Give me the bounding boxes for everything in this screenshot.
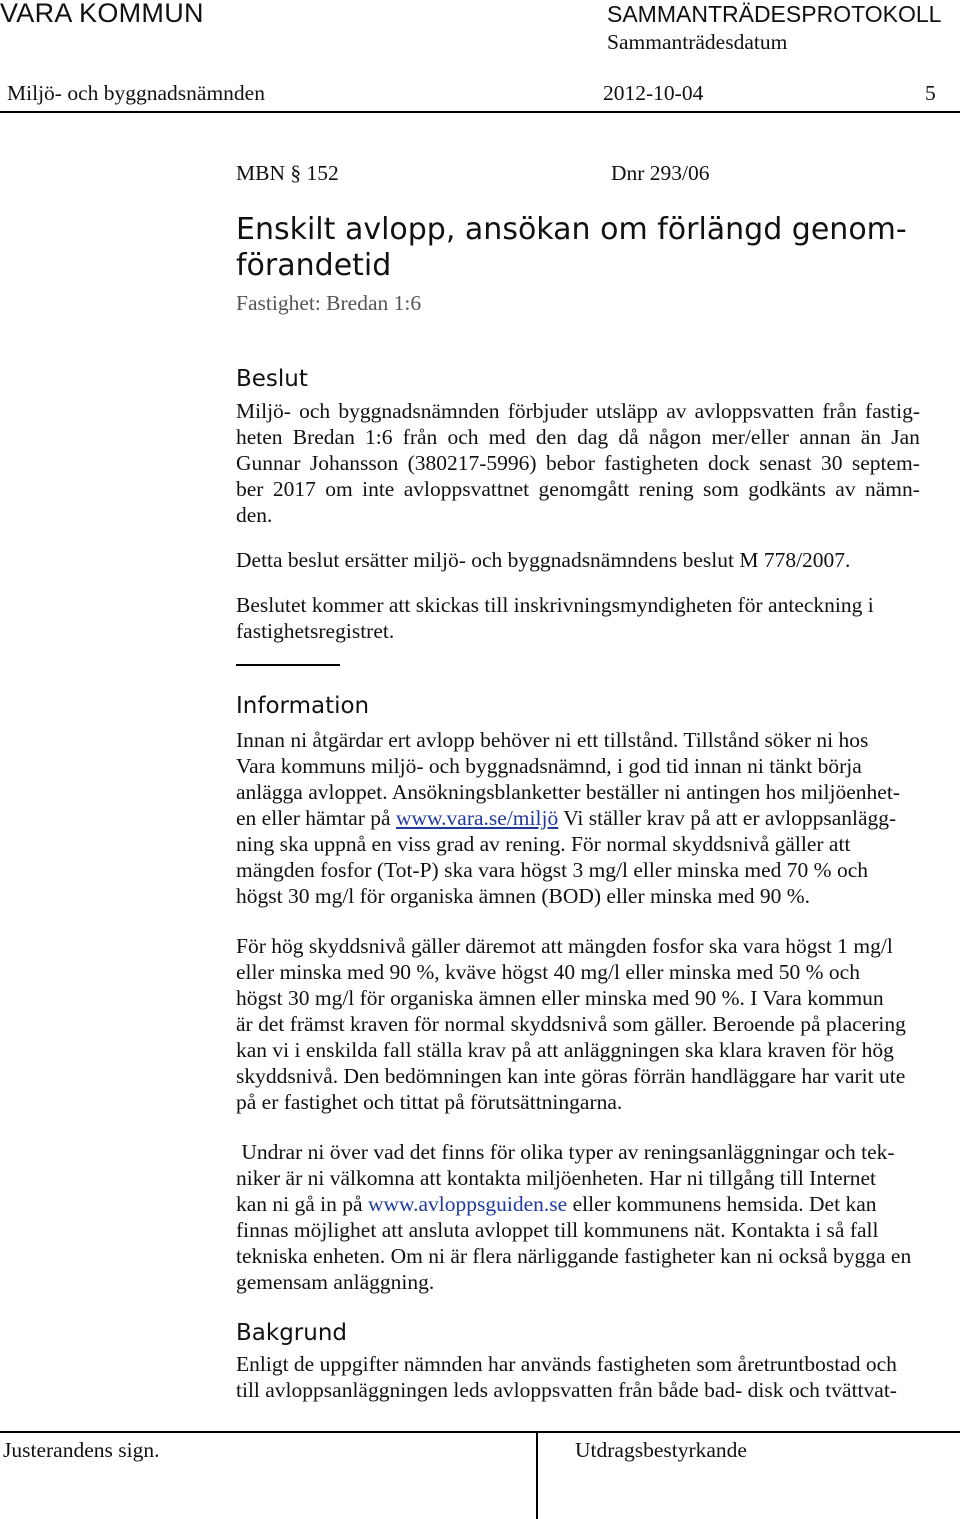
text-line: Vara kommuns miljö- och byggnadsnämnd, i god tid innan ni tänkt börja bbox=[236, 754, 862, 778]
case-number: MBN § 152 bbox=[236, 161, 339, 185]
word: heten bbox=[236, 425, 283, 449]
text-line bbox=[236, 450, 920, 476]
text-line: kan vi i enskilda fall ställa krav på att anläggningen ska klara kraven för hög bbox=[236, 1038, 894, 1062]
text-segment: kan ni gå in på bbox=[236, 1192, 368, 1216]
signature-label: Justerandens sign. bbox=[3, 1438, 160, 1462]
text-line: Innan ni åtgärdar ert avlopp behöver ni ett tillstånd. Tillstånd söker ni hos bbox=[236, 728, 869, 752]
text-line: ning ska uppnå en viss grad av rening. För normal skyddsnivå gäller att bbox=[236, 832, 851, 856]
word: senast bbox=[759, 451, 812, 475]
word: Johansson bbox=[309, 451, 399, 475]
bakgrund-body bbox=[236, 1351, 936, 1403]
paragraph bbox=[236, 398, 920, 528]
paragraph bbox=[236, 1351, 936, 1403]
text-line: tekniska enheten. Om ni är flera närliggande fastigheter kan ni också bygga en bbox=[236, 1244, 912, 1268]
paragraph bbox=[236, 727, 936, 909]
word: Miljö- bbox=[236, 399, 291, 423]
word: 2017 bbox=[272, 477, 316, 501]
text-line: Enligt de uppgifter nämnden har används fastigheten som åretruntbostad och bbox=[236, 1352, 897, 1376]
text-line: på er fastighet och tittat på förutsättningarna. bbox=[236, 1090, 623, 1114]
text-line bbox=[236, 424, 920, 450]
page-title bbox=[236, 212, 907, 284]
word: bebor bbox=[545, 451, 595, 475]
text-line: niker är ni välkomna att kontakta miljöenheten. Har ni tillgång till Internet bbox=[236, 1166, 877, 1190]
word: dag bbox=[577, 425, 609, 449]
word: utsläpp bbox=[595, 399, 659, 423]
registration-number: Dnr 293/06 bbox=[611, 161, 710, 185]
text-line: den. bbox=[236, 503, 273, 527]
header-divider bbox=[0, 111, 960, 113]
property-subtitle: Fastighet: Bredan 1:6 bbox=[236, 291, 422, 315]
text-line: anlägga avloppet. Ansökningsblanketter beställer ni antingen hos miljöenhet- bbox=[236, 780, 900, 804]
text-line: är det främst kraven för normal skyddsnivå som gäller. Beroende på placering bbox=[236, 1012, 906, 1036]
title-line: Enskilt avlopp, ansökan om förlängd genom- bbox=[236, 212, 907, 247]
word: inte bbox=[362, 477, 395, 501]
word: dock bbox=[707, 451, 750, 475]
text-segment: Vi ställer krav på att er avloppsanlägg- bbox=[558, 806, 897, 830]
document-type: SAMMANTRÄDESPROTOKOLL bbox=[607, 1, 942, 27]
footer-column-divider bbox=[536, 1431, 538, 1519]
footer-divider bbox=[0, 1431, 960, 1433]
word: byggnadsnämnden bbox=[338, 399, 500, 423]
word: som bbox=[703, 477, 739, 501]
text-line: Beslutet kommer att skickas till inskrivningsmyndigheten för anteckning i bbox=[236, 593, 874, 617]
text-line: gemensam anläggning. bbox=[236, 1270, 435, 1294]
text-line: till avloppsanläggningen leds avloppsvatten från både bad- disk och tvättvat- bbox=[236, 1378, 897, 1402]
word: annan bbox=[799, 425, 851, 449]
word: 30 bbox=[821, 451, 843, 475]
beslut-body bbox=[236, 398, 920, 644]
text-line: Detta beslut ersätter miljö- och byggnadsnämndens beslut M 778/2007. bbox=[236, 548, 851, 572]
text-line: högst 30 mg/l för organiska ämnen (BOD) eller minska med 90 %. bbox=[236, 884, 811, 908]
word: med bbox=[488, 425, 526, 449]
text-line: högst 30 mg/l för organiska ämnen eller minska med 90 %. I Vara kommun bbox=[236, 986, 884, 1010]
text-segment: eller kommunens hemsida. Det kan bbox=[567, 1192, 877, 1216]
text-line bbox=[236, 805, 936, 831]
word: någon bbox=[648, 425, 702, 449]
text-segment: en eller hämtar på bbox=[236, 806, 396, 830]
meeting-date-label: Sammanträdesdatum bbox=[607, 30, 788, 54]
information-body bbox=[236, 727, 936, 1295]
word: från bbox=[402, 425, 438, 449]
text-line: eller minska med 90 %, kväve högst 40 mg/l eller minska med 50 % och bbox=[236, 960, 860, 984]
word: avloppsvattnet bbox=[403, 477, 530, 501]
committee-name: Miljö- och byggnadsnämnden bbox=[7, 81, 265, 105]
text-line: skyddsnivå. Den bedömningen kan inte göras förrän handläggare har varit ute bbox=[236, 1064, 906, 1088]
word: då bbox=[618, 425, 639, 449]
text-line bbox=[236, 1191, 936, 1217]
word: än bbox=[860, 425, 882, 449]
word: Gunnar bbox=[236, 451, 301, 475]
text-line bbox=[236, 476, 920, 502]
word: av bbox=[835, 477, 856, 501]
section-heading-bakgrund: Bakgrund bbox=[236, 1320, 348, 1346]
paragraph bbox=[236, 1139, 936, 1295]
word: från bbox=[822, 399, 857, 423]
text-line: fastighetsregistret. bbox=[236, 619, 395, 643]
paragraph bbox=[236, 933, 936, 1115]
word: mer/eller bbox=[711, 425, 790, 449]
text-line: mängden fosfor (Tot-P) ska vara högst 3 mg/l eller minska med 70 % och bbox=[236, 858, 869, 882]
paragraph bbox=[236, 592, 920, 644]
section-heading-information: Information bbox=[236, 693, 370, 719]
paragraph bbox=[236, 547, 920, 573]
word: 1:6 bbox=[365, 425, 393, 449]
word: rening bbox=[638, 477, 694, 501]
word: ber bbox=[236, 477, 264, 501]
title-line: förandetid bbox=[236, 248, 392, 283]
word: fastig- bbox=[865, 399, 920, 423]
word: septem- bbox=[851, 451, 920, 475]
meeting-date: 2012-10-04 bbox=[603, 81, 704, 105]
word: fastigheten bbox=[604, 451, 699, 475]
word: och bbox=[299, 399, 331, 423]
word: godkänts bbox=[748, 477, 826, 501]
organization-name: VARA KOMMUN bbox=[0, 0, 204, 28]
word: förbjuder bbox=[507, 399, 588, 423]
certification-label: Utdragsbestyrkande bbox=[575, 1438, 747, 1462]
word: Jan bbox=[891, 425, 920, 449]
word: Bredan bbox=[292, 425, 355, 449]
word: den bbox=[535, 425, 567, 449]
word: nämn- bbox=[864, 477, 920, 501]
web-link[interactable]: www.vara.se/miljö bbox=[395, 806, 559, 830]
section-heading-beslut: Beslut bbox=[236, 366, 308, 392]
word: och bbox=[447, 425, 479, 449]
word: (380217-5996) bbox=[407, 451, 537, 475]
word: av bbox=[666, 399, 687, 423]
word: avloppsvatten bbox=[694, 399, 815, 423]
page-number: 5 bbox=[925, 81, 936, 105]
section-divider bbox=[236, 664, 340, 666]
word: om bbox=[325, 477, 353, 501]
word: genomgått bbox=[538, 477, 630, 501]
text-line bbox=[236, 398, 920, 424]
web-link[interactable]: www.avloppsguiden.se bbox=[367, 1192, 568, 1216]
text-line: För hög skyddsnivå gäller däremot att mängden fosfor ska vara högst 1 mg/l bbox=[236, 934, 893, 958]
text-line: finnas möjlighet att ansluta avloppet till kommunens nät. Kontakta i så fall bbox=[236, 1218, 879, 1242]
text-line: Undrar ni över vad det finns för olika typer av reningsanläggningar och tek- bbox=[236, 1140, 895, 1164]
